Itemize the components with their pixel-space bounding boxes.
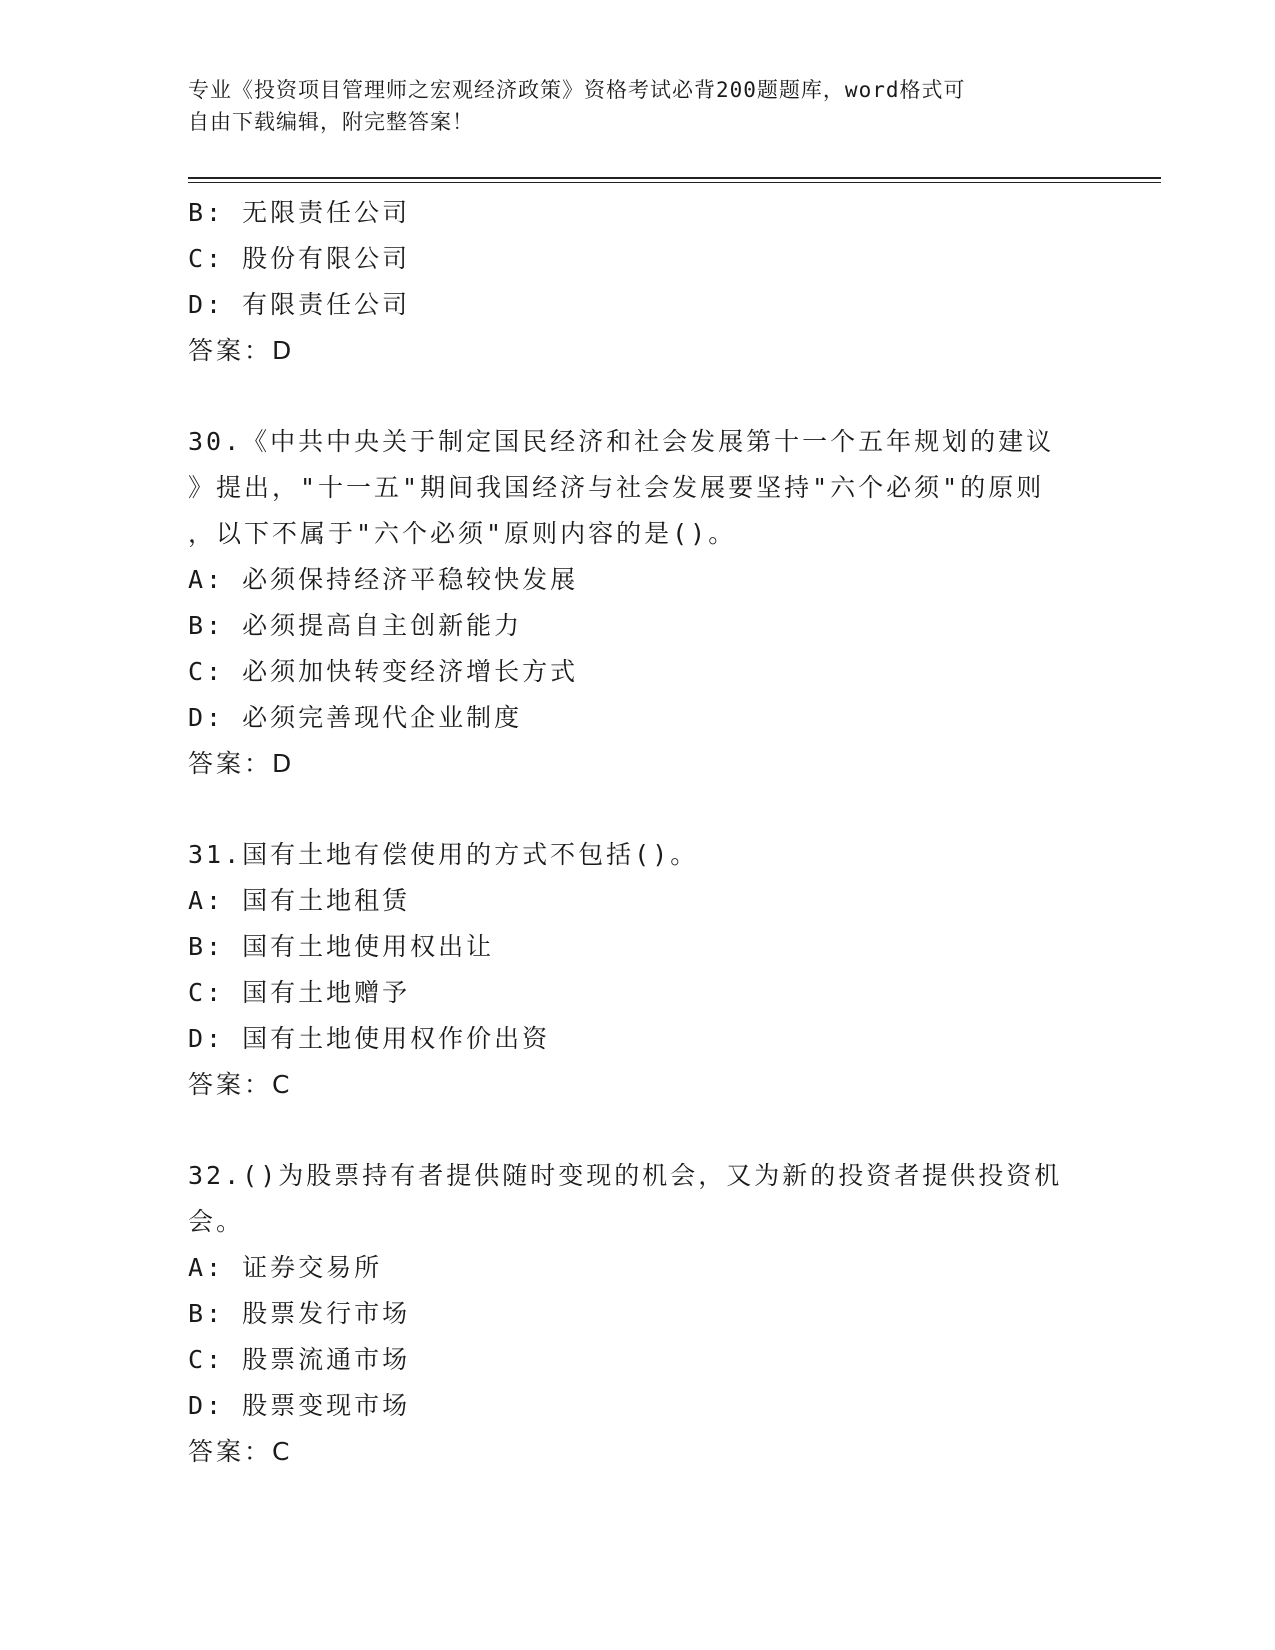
option-a: A: 证券交易所: [188, 1253, 383, 1282]
option-c: C: 国有土地赠予: [188, 978, 411, 1007]
option-a: A: 必须保持经济平稳较快发展: [188, 565, 579, 594]
question-block-30: [188, 419, 1088, 787]
option-b: B: 股票发行市场: [188, 1299, 411, 1328]
answer-line: 答案：C: [188, 1437, 293, 1466]
document-header: [188, 74, 1088, 138]
question-text-line: 31.国有土地有偿使用的方式不包括()。: [188, 840, 699, 869]
option-d: D: 有限责任公司: [188, 290, 411, 319]
option-a: A: 国有土地租赁: [188, 886, 411, 915]
option-b: B: 必须提高自主创新能力: [188, 611, 523, 640]
answer-line: 答案：D: [188, 336, 295, 365]
option-b: B: 无限责任公司: [188, 198, 411, 227]
question-block-31: [188, 832, 1088, 1108]
question-text-line: 会。: [188, 1207, 245, 1236]
question-content: [188, 190, 1088, 1475]
option-c: C: 股票流通市场: [188, 1345, 411, 1374]
header-line-1: 专业《投资项目管理师之宏观经济政策》资格考试必背200题题库，word格式可: [188, 78, 966, 102]
answer-line: 答案：C: [188, 1070, 293, 1099]
question-block-32: [188, 1153, 1088, 1475]
option-d: D: 国有土地使用权作价出资: [188, 1024, 551, 1053]
header-divider-thin: [188, 182, 1161, 183]
question-text-line: 32.()为股票持有者提供随时变现的机会，又为新的投资者提供投资机: [188, 1161, 1063, 1190]
option-b: B: 国有土地使用权出让: [188, 932, 495, 961]
option-d: D: 必须完善现代企业制度: [188, 703, 523, 732]
question-text-line: 》提出，"十一五"期间我国经济与社会发展要坚持"六个必须"的原则: [188, 473, 1045, 502]
option-c: C: 股份有限公司: [188, 244, 411, 273]
header-divider-thick: [188, 177, 1161, 179]
option-c: C: 必须加快转变经济增长方式: [188, 657, 579, 686]
question-text-line: ，以下不属于"六个必须"原则内容的是()。: [188, 519, 737, 548]
header-line-2: 自由下载编辑，附完整答案！: [188, 110, 474, 134]
answer-line: 答案：D: [188, 749, 295, 778]
question-block-29: [188, 190, 1088, 374]
option-d: D: 股票变现市场: [188, 1391, 411, 1420]
question-text-line: 30.《中共中央关于制定国民经济和社会发展第十一个五年规划的建议: [188, 427, 1055, 456]
